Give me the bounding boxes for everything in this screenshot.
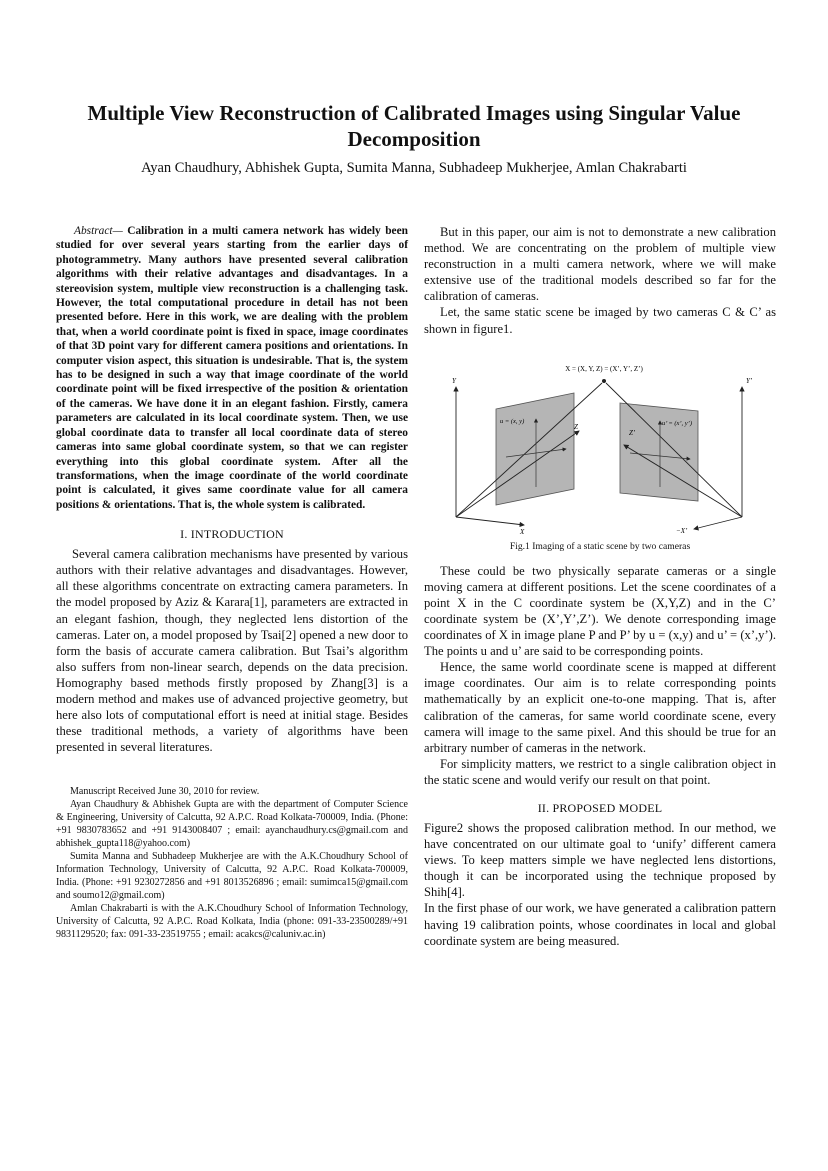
abstract bbox=[56, 224, 408, 512]
label-right-u: u’ = (x’, y’) bbox=[662, 419, 693, 427]
paragraph: These could be two physically separate cameras or a single moving camera at different positions. Let the scene coordinates of a point X in the C coordinate system be (X,Y,Z) and in the C’ coordinate system be (X’,Y’,Z’). We denote corresponding image coordinates of X in image plane P and P’ by u = (x,y) and u’ = (x’,y’). The points u and u’ are said to be corresponding points. bbox=[424, 563, 776, 659]
figure-1-caption: Fig.1 Imaging of a static scene by two cameras bbox=[509, 540, 691, 552]
footnotes bbox=[56, 785, 408, 941]
label-right-x: −X’ bbox=[676, 526, 688, 535]
abstract-text: Calibration in a multi camera network has widely been studied for over several years starting from the earlier days of photogrammetry. Many authors have presented several calibration algorithms with their relative advantages and disadvantages. In a stereovision system, multiple view reconstruction is a challenging task. However, the total computational procedure in detail has not been presented before. Here in this work, we are dealing with the problem that, when a world coordinate point is fixed in space, image coordinates of that 3D point vary for different camera positions and orientations. In computer vision aspect, this situation is undesirable. That is, the system has to be designed in such a way that image coordinate of the world coordinate point will be fixed irrespective of the position & orientation of the cameras. We have done it in an elegant fashion. Firstly, camera parameters are calculated in its local coordinate system. Then, we use global coordinate data to transfer all local coordinate data of stereo cameras into same global coordinate system, so that we can register everything into this global coordinate system. After all the transformations, when the image coordinate of the world coordinate point is calculated, it gives same coordinate value for all camera positions & orientations. That is, the whole system is calibrated. bbox=[56, 225, 408, 511]
label-left-y: Y bbox=[452, 376, 456, 385]
left-column bbox=[56, 224, 408, 941]
paragraph: In the first phase of our work, we have generated a calibration pattern having 19 calibration points, whose coordinates in local and global coordinate system are being measured. bbox=[424, 901, 776, 948]
intro-paragraph: Several camera calibration mechanisms have presented by various authors with their relative advantages and disadvantages. However, all these algorithms concentrate on extracting camera parameters. In the model proposed by Aziz & Karara[1], parameters are extracted in an elegant fashion, though, they neglected lens distortion of the cameras. Later on, a model proposed by Tsai[2] opened a new door to form the basis of accurate camera calibration. But Tsai’s algorithm also suffers from non-linear search, depends on the data precision. Homography based methods firstly proposed by Zhang[3] is a modern method and makes use of advanced projective geometry, but here also lots of computational effort is need at initial stage. Besides these traditional methods, a variety of algorithms have been presented in several literatures. bbox=[56, 547, 408, 755]
paper-title: Multiple View Reconstruction of Calibrated Images using Singular Value Decomposition bbox=[87, 101, 741, 151]
figure-1-diagram bbox=[424, 357, 776, 535]
figure-point-label: X = (X, Y, Z) = (X’, Y’, Z’) bbox=[565, 364, 643, 373]
left-image-plane bbox=[496, 393, 574, 505]
label-left-u: u = (x, y) bbox=[500, 417, 525, 425]
label-left-z: Z bbox=[574, 422, 578, 431]
footnote-author-1: Ayan Chaudhury & Abhishek Gupta are with the department of Computer Science & Engineering, University of Calcutta, 92 A.P.C. Road Kolkata-700009, India. (Phone: +91 9830783652 and +91 9143008407 ; email: ayanchaudhury.cs@gmail.com and abhishek_gupta118@yahoo.com) bbox=[56, 799, 408, 850]
paragraph: Figure2 shows the proposed calibration method. In our method, we have concentrated on our ultimate goal to ‘unify’ different camera views. To keep matters simple we have neglected lens distortions, though it can be incorporated using the technique proposed by Shih[4]. bbox=[424, 820, 776, 900]
paragraph: Hence, the same world coordinate scene is mapped at different image coordinates. Our aim is to relate corresponding points mathematically by an explicit one-to-one mapping. That is, after calibration of the cameras, for same world coordinate scene, every camera will image to the same pixel. And this should be true for an arbitrary number of cameras in the network. bbox=[424, 660, 776, 755]
figure-1 bbox=[424, 357, 776, 535]
section-heading-proposed-model: II. PROPOSED MODEL bbox=[537, 800, 663, 815]
label-left-x: X bbox=[520, 527, 525, 535]
right-column bbox=[424, 224, 776, 949]
paragraph: For simplicity matters, we restrict to a single calibration object in the static scene and would verify our result on that point. bbox=[424, 756, 776, 787]
right-image-plane bbox=[620, 403, 698, 501]
paragraph: Let, the same static scene be imaged by two cameras C & C’ as shown in figure1. bbox=[424, 305, 776, 336]
footnote-author-3: Amlan Chakrabarti is with the A.K.Choudhury School of Information Technology, University of Calcutta, 92 A.P.C. Road Kolkata, India (phone: 091-33-23500289/+91 9831129520; fax: 091-33-23519755 ; email: acakcs@caluniv.ac.in) bbox=[56, 903, 408, 941]
author-list: Ayan Chaudhury, Abhishek Gupta, Sumita Manna, Subhadeep Mukherjee, Amlan Chakrabarti bbox=[141, 160, 687, 176]
footnote-author-2: Sumita Manna and Subhadeep Mukherjee are with the A.K.Choudhury School of Information Technology, University of Calcutta, 92 A.P.C. Road Kolkata-700009, India. (Phone: +91 9230272856 and +91 8013526896 ; email: sumimca15@gmail.com and soumo12@gmail.com) bbox=[56, 851, 408, 902]
world-point-marker bbox=[602, 379, 606, 383]
footnote-manuscript: Manuscript Received June 30, 2010 for review. bbox=[70, 786, 260, 798]
label-right-y: Y’ bbox=[746, 376, 753, 385]
section-heading-introduction: I. INTRODUCTION bbox=[180, 527, 284, 542]
left-x-axis bbox=[456, 517, 524, 525]
paragraph: But in this paper, our aim is not to demonstrate a new calibration method. We are concentrating on the problem of multiple view reconstruction in a multi camera network, where we will make extensive use of the traditional models described so far for the calibration of cameras. bbox=[424, 225, 776, 304]
label-right-z: Z’ bbox=[629, 428, 636, 437]
abstract-label: Abstract— bbox=[74, 225, 123, 237]
right-x-axis bbox=[694, 517, 742, 529]
